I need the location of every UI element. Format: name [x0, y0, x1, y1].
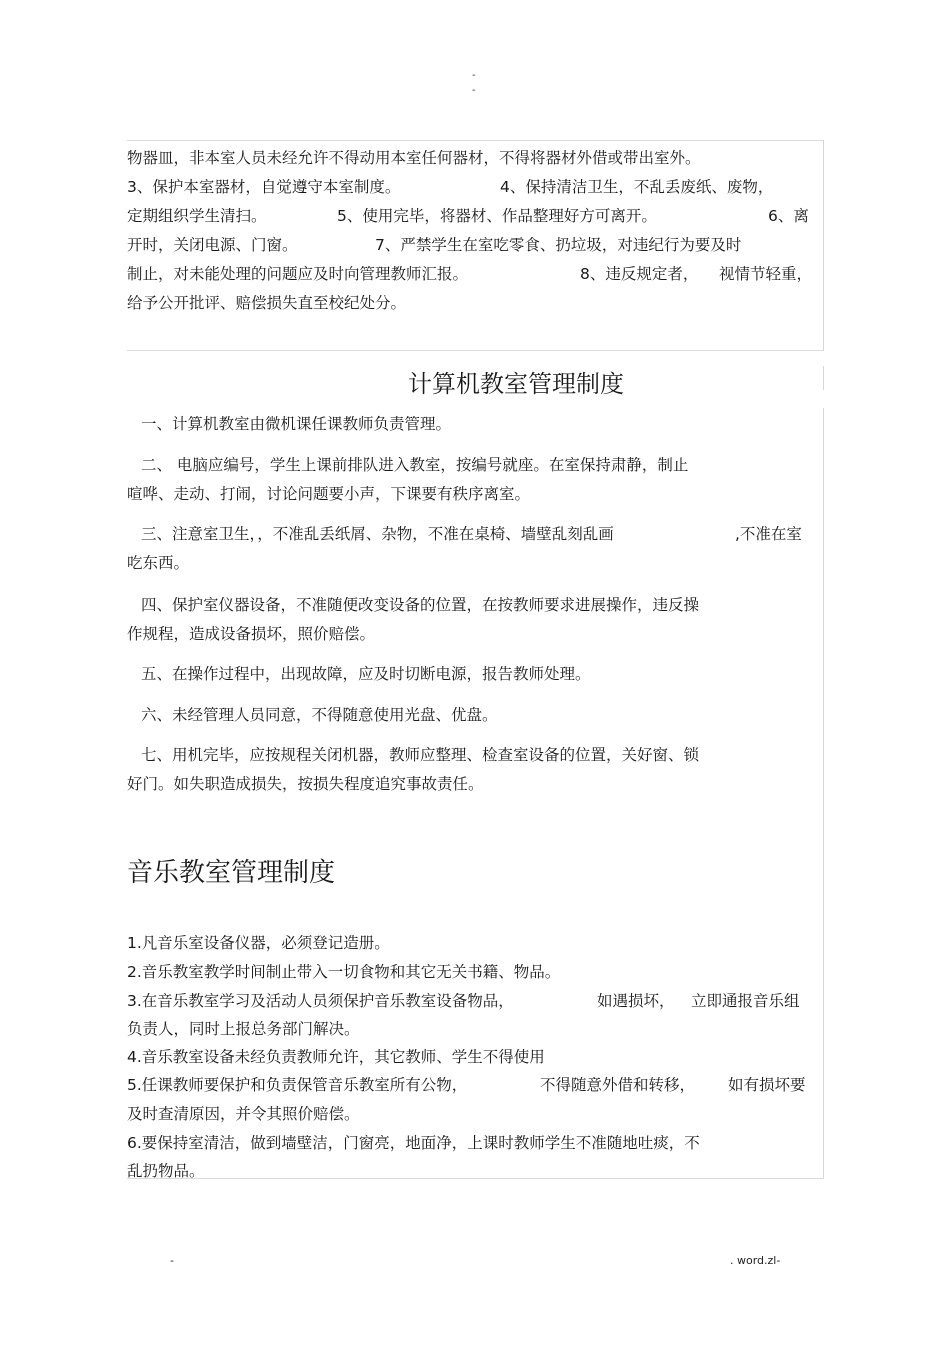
music-rule-line: 6.要保持室清洁，做到墙壁洁，门窗亮，地面净，上课时教师学生不准随地吐痰，不: [127, 1134, 700, 1152]
music-rule-line: 负责人，同时上报总务部门解决。: [127, 1020, 360, 1038]
rule-line: 制止，对未能处理的问题应及时向管理教师汇报。: [127, 265, 469, 283]
rule-line: 8、违反规定者，: [580, 265, 699, 283]
frame-top-line: [127, 140, 824, 141]
rule-item-4-line1: 四、保护室仪器设备，不准随便改变设备的位置，在按教师要求进展操作，违反操: [141, 596, 700, 614]
music-rule-line: 如遇损坏，: [597, 992, 675, 1010]
music-rule-line: 2.音乐教室教学时间制止带入一切食物和其它无关书籍、物品。: [127, 963, 561, 981]
footer-left-mark: -: [170, 1254, 174, 1267]
rule-item-2-line1: 二、 电脑应编号，学生上课前排队进入教室，按编号就座。在室保持肃静，制止: [141, 456, 689, 474]
rule-item-2-line2: 喧哗、走动、打闹，讨论问题要小声，下课要有秩序离室。: [127, 485, 531, 503]
frame-right-line-1: [823, 140, 824, 350]
rule-line: 定期组织学生清扫。: [127, 207, 267, 225]
rule-line: 6、离: [768, 207, 809, 225]
music-rule-line: 如有损坏要: [728, 1076, 806, 1094]
computer-room-title: 计算机教室管理制度: [408, 370, 624, 398]
rule-item-7-line1: 七、用机完毕，应按规程关闭机器，教师应整理、检查室设备的位置，关好窗、锁: [141, 746, 700, 764]
music-rule-line: 4.音乐教室设备未经负责教师允许，其它教师、学生不得使用: [127, 1048, 545, 1066]
rule-item-5: 五、在操作过程中，出现故障，应及时切断电源，报告教师处理。: [141, 665, 591, 683]
rule-item-3-line1b: ,不准在室: [735, 525, 802, 543]
music-rule-line: 乱扔物品。: [127, 1162, 205, 1180]
rule-line: 物器皿，非本室人员未经允许不得动用本室任何器材，不得将器材外借或带出室外。: [127, 149, 701, 167]
music-rule-line: 5.任课教师要保护和负责保管音乐教室所有公物，: [127, 1076, 468, 1094]
rule-line: 5、使用完毕，将器材、作品整理好方可离开。: [337, 207, 657, 225]
frame-right-line-2: [823, 366, 824, 390]
header-mark-top: -: [472, 70, 476, 81]
rule-item-3-line2: 吃东西。: [127, 554, 190, 572]
rule-line: 开时，关闭电源、门窗。: [127, 236, 298, 254]
music-rule-line: 立即通报音乐组: [691, 992, 800, 1010]
music-rule-line: 3.在音乐教室学习及活动人员须保护音乐教室设备物品，: [127, 992, 514, 1010]
frame-mid-line: [127, 350, 824, 351]
rule-item-1: 一、计算机教室由微机课任课教师负责管理。: [141, 415, 452, 433]
header-mark-bottom: -: [472, 85, 476, 96]
footer-right-text: . word.zl-: [730, 1254, 781, 1267]
rule-item-7-line2: 好门。如失职造成损失，按损失程度追究事故责任。: [127, 775, 484, 793]
frame-right-line-3: [823, 408, 824, 1178]
rule-line: 7、严禁学生在室吃零食、扔垃圾，对违纪行为要及时: [375, 236, 742, 254]
rule-line: 视情节轻重，: [719, 265, 813, 283]
rule-item-4-line2: 作规程，造成设备损坏，照价赔偿。: [127, 625, 376, 643]
music-rule-line: 不得随意外借和转移，: [540, 1076, 696, 1094]
frame-bottom-line: [127, 1178, 824, 1179]
rule-line: 给予公开批评、赔偿损失直至校纪处分。: [127, 294, 407, 312]
rule-line: 4、保持清洁卫生，不乱丢废纸、废物，: [500, 178, 774, 196]
rule-item-3-line1: 三、注意室卫生，，不准乱丢纸屑、杂物，不准在桌椅、墙壁乱刻乱画: [141, 525, 614, 543]
music-rule-line: 1.凡音乐室设备仪器，必须登记造册。: [127, 934, 390, 952]
music-room-title: 音乐教室管理制度: [127, 858, 336, 888]
music-rule-line: 及时查清原因，并令其照价赔偿。: [127, 1105, 360, 1123]
rule-line: 3、保护本室器材，自觉遵守本室制度。: [127, 178, 401, 196]
rule-item-6: 六、未经管理人员同意，不得随意使用光盘、优盘。: [141, 706, 498, 724]
